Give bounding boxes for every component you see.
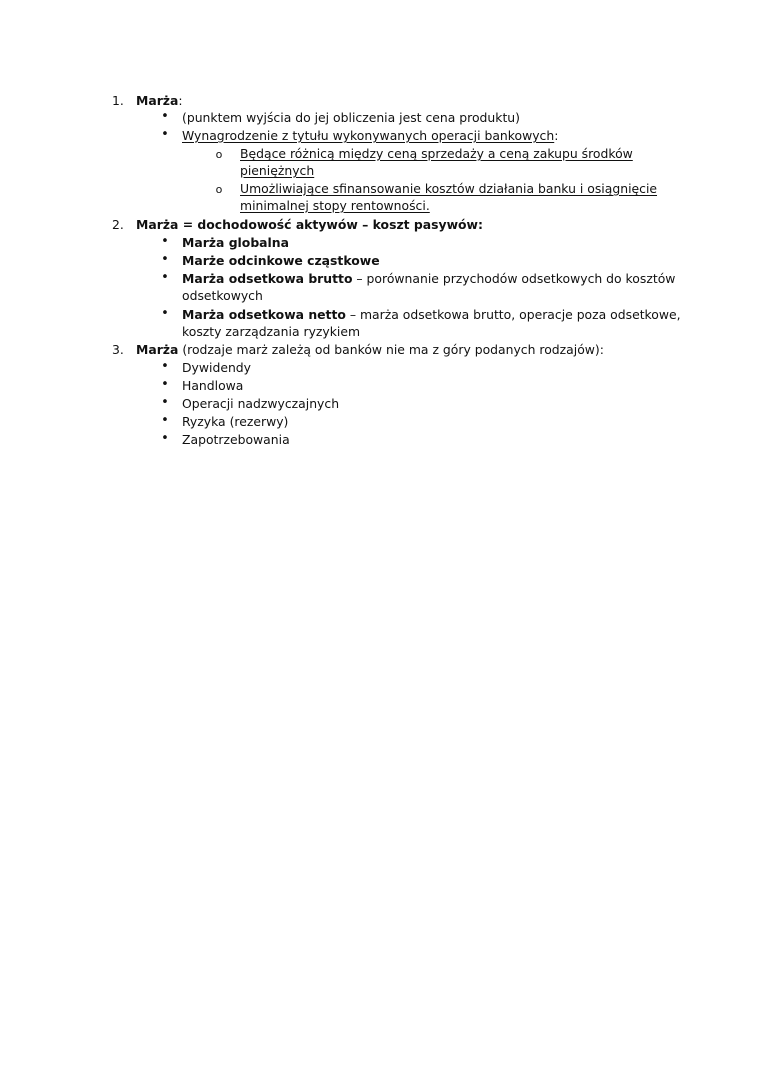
item1-sub-bullet-2-line2: minimalnej stopy rentowności. (240, 198, 430, 213)
bullet-icon (160, 233, 170, 249)
item2-title: Marża = dochodowość aktywów – koszt pasywów: (136, 217, 483, 232)
item1-heading (136, 92, 183, 109)
item3-bullet-3: Operacji nadzwyczajnych (182, 396, 340, 411)
item1-sub-bullet-1-line2: pieniężnych (240, 163, 315, 178)
list-number-2: 2. (112, 217, 124, 232)
item2-bullet-3-line1 (182, 270, 675, 287)
item1-title: Marża (136, 93, 179, 108)
bullet-icon (160, 305, 170, 321)
item1-sub-bullet-2-line1: Umożliwiające sfinansowanie kosztów działania banku i osiągnięcie (240, 181, 658, 196)
item1-bullet-1: (punktem wyjścia do jej obliczenia jest cena produktu) (182, 110, 520, 125)
bullet-icon (160, 108, 170, 124)
item3-bullet-5: Zapotrzebowania (182, 432, 290, 447)
item3-title-rest: (rodzaje marż zależą od banków nie ma z góry podanych rodzajów): (178, 342, 604, 357)
item2-bullet-4-line2: koszty zarządzania ryzykiem (182, 324, 361, 339)
bullet-icon (160, 394, 170, 410)
item1-title-suffix: : (178, 93, 183, 108)
item2-bullet-2-bold: Marże odcinkowe cząstkowe (182, 253, 380, 268)
item2-bullet-1-bold: Marża globalna (182, 235, 289, 250)
item3-bullet-1: Dywidendy (182, 360, 251, 375)
item2-bullet-1 (182, 234, 289, 251)
item2-bullet-4-rest: – marża odsetkowa brutto, operacje poza odsetkowe, (345, 307, 681, 322)
item3-bullet-2: Handlowa (182, 378, 244, 393)
item2-bullet-3-line2: odsetkowych (182, 288, 263, 303)
bullet-icon (160, 358, 170, 374)
list-number-1: 1. (112, 93, 124, 108)
bullet-icon (160, 251, 170, 267)
item2-bullet-4-line1 (182, 306, 681, 323)
bullet-icon (160, 376, 170, 392)
sub-bullet-icon (214, 146, 224, 161)
bullet-icon (160, 430, 170, 446)
item1-bullet-2 (182, 127, 558, 144)
bullet-icon (160, 126, 170, 142)
item2-heading (136, 216, 483, 233)
item1-sub-bullet-1-line1: Będące różnicą między ceną sprzedaży a ceną zakupu środków (240, 146, 633, 161)
bullet-icon (160, 412, 170, 428)
sub-bullet-icon (214, 181, 224, 196)
item1-bullet-2-text: Wynagrodzenie z tytułu wykonywanych operacji bankowych (182, 128, 555, 143)
item1-bullet-2-suffix: : (554, 128, 559, 143)
item3-title: Marża (136, 342, 179, 357)
item2-bullet-3-bold: Marża odsetkowa brutto (182, 271, 353, 286)
item2-bullet-3-rest: – porównanie przychodów odsetkowych do kosztów (352, 271, 676, 286)
item2-bullet-4-bold: Marża odsetkowa netto (182, 307, 346, 322)
bullet-icon (160, 269, 170, 285)
list-number-3: 3. (112, 342, 124, 357)
item2-bullet-2 (182, 252, 380, 269)
item3-heading (136, 341, 604, 358)
item3-bullet-4: Ryzyka (rezerwy) (182, 414, 289, 429)
